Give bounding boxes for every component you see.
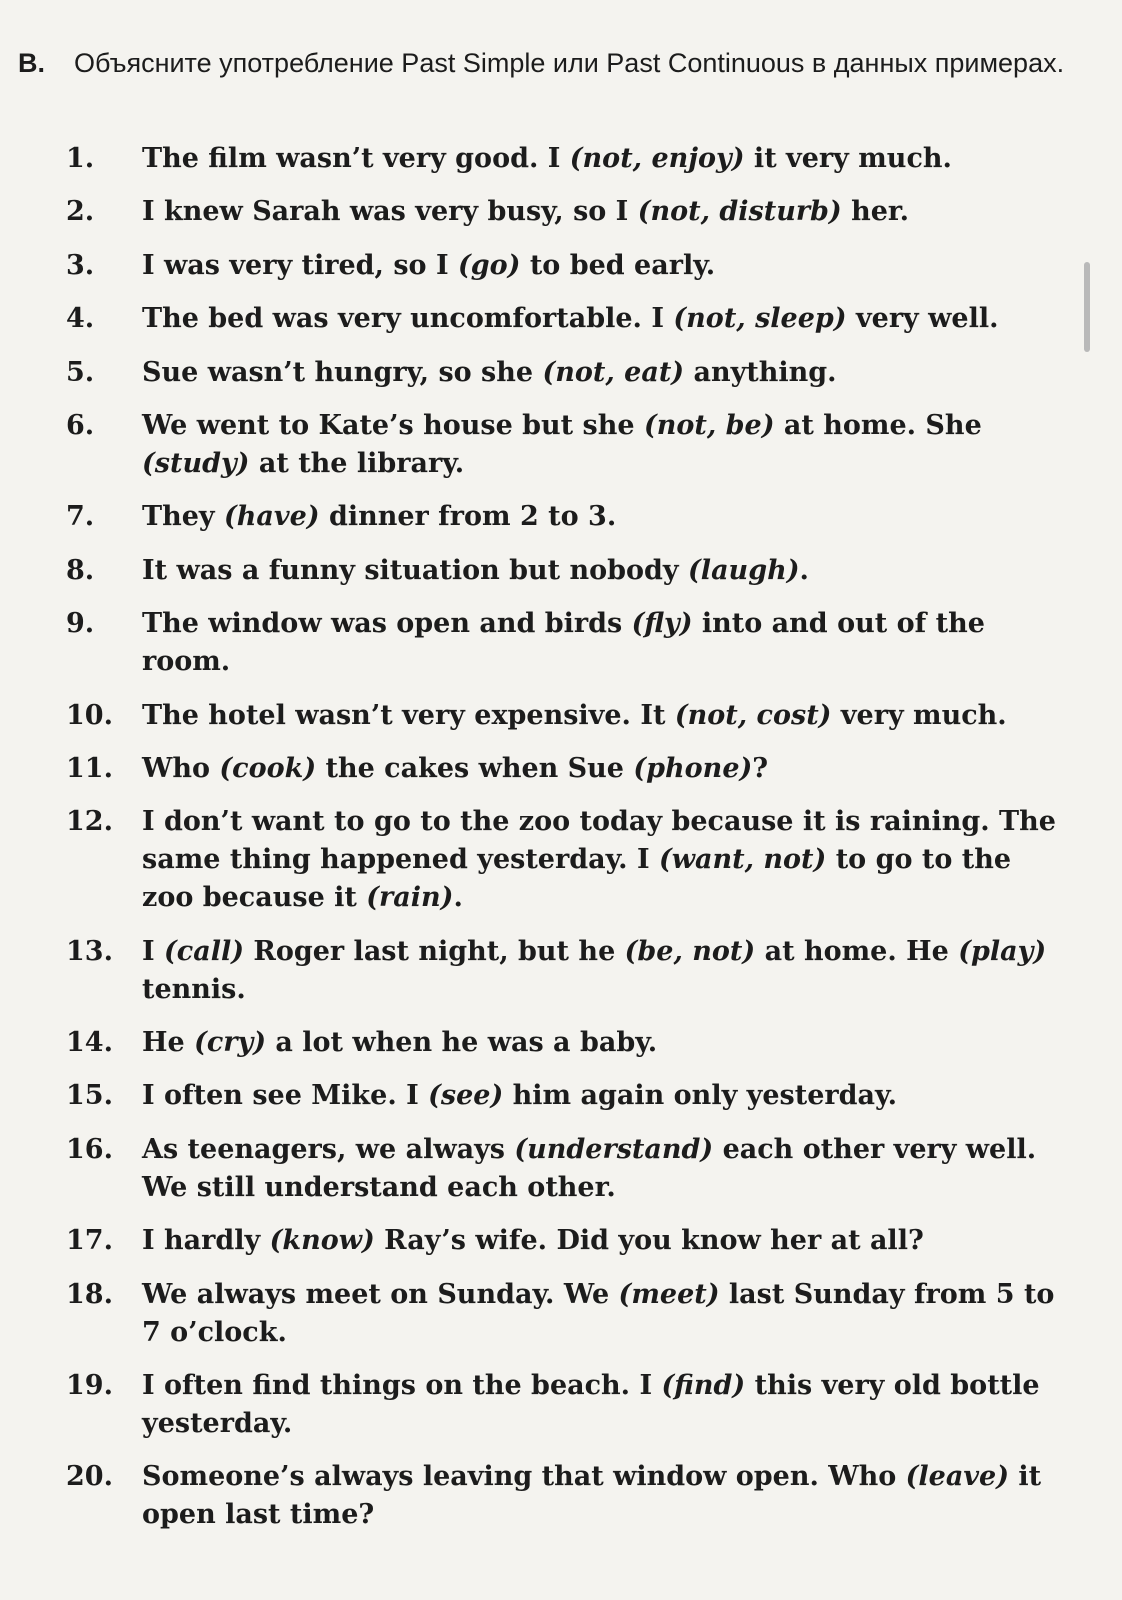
sentence-fragment: ? xyxy=(752,752,769,784)
exercise-sentence xyxy=(142,357,837,388)
verb-prompt: (not, eat) xyxy=(542,356,685,388)
exercise-item xyxy=(66,605,1066,681)
sentence-fragment: Ray’s wife. Did you know her at all? xyxy=(374,1225,924,1257)
sentence-fragment: anything. xyxy=(684,356,837,388)
sentence-fragment: at home. She xyxy=(774,409,982,441)
task-header xyxy=(18,44,1078,82)
exercise-sentence xyxy=(142,1279,1054,1348)
sentence-fragment: each other very well. We still understand each other. xyxy=(142,1133,1037,1203)
exercise-item xyxy=(66,1276,1066,1352)
task-letter: B. xyxy=(18,48,45,78)
verb-prompt: (call) xyxy=(164,935,245,967)
exercise-sentence xyxy=(142,700,1007,731)
exercise-sentence xyxy=(142,196,909,227)
sentence-fragment: to bed early. xyxy=(520,249,716,281)
sentence-fragment: at home. He xyxy=(755,935,959,967)
exercise-item xyxy=(66,1077,1066,1115)
sentence-fragment: it open last time? xyxy=(142,1461,1042,1531)
exercise-number: 9. xyxy=(66,608,95,640)
verb-prompt: (know) xyxy=(269,1225,375,1257)
exercise-item xyxy=(66,1367,1066,1443)
sentence-fragment: The bed was very uncomfortable. I xyxy=(142,303,674,335)
sentence-fragment: The window was open and birds xyxy=(142,608,632,640)
exercise-number: 8. xyxy=(66,554,95,586)
sentence-fragment: I xyxy=(142,935,165,967)
exercise-item xyxy=(66,803,1066,917)
exercise-item xyxy=(66,407,1066,483)
exercise-number: 10. xyxy=(66,699,113,731)
sentence-fragment: him again only yesterday. xyxy=(503,1080,897,1112)
sentence-fragment: into and out of the room. xyxy=(142,608,985,678)
verb-prompt: (find) xyxy=(661,1370,746,1402)
exercise-item xyxy=(66,300,1066,338)
exercise-number: 2. xyxy=(66,196,95,228)
exercise-sentence xyxy=(142,250,715,281)
verb-prompt: (be, not) xyxy=(624,935,756,967)
task-instruction: Объясните употребление Past Simple или Past Continuous в данных примерах. xyxy=(74,48,1065,78)
sentence-fragment: Who xyxy=(142,752,220,784)
verb-prompt: (not, cost) xyxy=(674,699,832,731)
exercise-sentence xyxy=(142,753,768,784)
exercise-number: 13. xyxy=(66,935,113,967)
verb-prompt: (not, enjoy) xyxy=(569,143,745,174)
verb-prompt: (study) xyxy=(142,447,250,479)
sentence-fragment: We went to Kate’s house but she xyxy=(142,409,644,441)
exercise-number: 17. xyxy=(66,1225,113,1257)
sentence-fragment: As teenagers, we always xyxy=(142,1133,515,1165)
exercise-sentence xyxy=(142,1461,1041,1530)
sentence-fragment: last Sunday from 5 to 7 o’clock. xyxy=(142,1278,1055,1348)
scrollbar-thumb[interactable] xyxy=(1084,262,1090,352)
sentence-fragment: I often see Mike. I xyxy=(142,1080,429,1112)
sentence-fragment: this very old bottle yesterday. xyxy=(142,1370,1040,1440)
exercise-sentence xyxy=(142,1370,1040,1439)
exercise-list xyxy=(66,140,1066,1550)
sentence-fragment: He xyxy=(142,1027,195,1059)
exercise-sentence xyxy=(142,555,809,586)
exercise-item xyxy=(66,1222,1066,1260)
exercise-item xyxy=(66,697,1066,735)
sentence-fragment: her. xyxy=(841,196,910,228)
verb-prompt: (cook) xyxy=(219,752,317,784)
exercise-item xyxy=(66,552,1066,590)
sentence-fragment: Roger last night, but he xyxy=(244,935,625,967)
exercise-sentence xyxy=(142,936,1046,1005)
exercise-item xyxy=(66,750,1066,788)
exercise-item xyxy=(66,354,1066,392)
exercise-sentence xyxy=(142,1027,657,1058)
sentence-fragment: I often find things on the beach. I xyxy=(142,1370,662,1402)
sentence-fragment: The film wasn’t very good. I xyxy=(142,143,570,174)
verb-prompt: (have) xyxy=(224,501,320,533)
exercise-item xyxy=(66,193,1066,231)
exercise-number: 15. xyxy=(66,1080,113,1112)
exercise-sentence xyxy=(142,1225,924,1256)
verb-prompt: (play) xyxy=(958,935,1047,967)
sentence-fragment: Someone’s always leaving that window open. Who xyxy=(142,1461,906,1493)
sentence-fragment: dinner from 2 to 3. xyxy=(319,501,617,533)
verb-prompt: (understand) xyxy=(514,1133,714,1165)
sentence-fragment: a lot when he was a baby. xyxy=(266,1027,658,1059)
exercise-sentence xyxy=(142,1134,1036,1203)
exercise-item xyxy=(66,1131,1066,1207)
sentence-fragment: at the library. xyxy=(249,447,465,479)
exercise-number: 12. xyxy=(66,806,113,838)
exercise-item xyxy=(66,247,1066,285)
exercise-sentence xyxy=(142,501,616,532)
exercise-number: 7. xyxy=(66,501,95,533)
sentence-fragment: it very much. xyxy=(744,143,952,174)
exercise-sentence xyxy=(142,410,982,479)
exercise-item xyxy=(66,1024,1066,1062)
exercise-number: 3. xyxy=(66,249,95,281)
exercise-number: 5. xyxy=(66,356,95,388)
verb-prompt: (laugh) xyxy=(688,554,800,586)
exercise-number: 20. xyxy=(66,1461,113,1493)
verb-prompt: (want, not) xyxy=(659,844,827,876)
sentence-fragment: We always meet on Sunday. We xyxy=(142,1278,619,1310)
verb-prompt: (rain) xyxy=(366,882,454,914)
sentence-fragment: . xyxy=(453,882,463,914)
sentence-fragment: The hotel wasn’t very expensive. It xyxy=(142,699,675,731)
sentence-fragment: They xyxy=(142,501,224,533)
exercise-sentence xyxy=(142,303,998,334)
exercise-sentence xyxy=(142,143,952,174)
sentence-fragment: I hardly xyxy=(142,1225,270,1257)
sentence-fragment: the cakes when Sue xyxy=(316,752,634,784)
sentence-fragment: Sue wasn’t hungry, so she xyxy=(142,356,543,388)
verb-prompt: (go) xyxy=(458,249,521,281)
verb-prompt: (not, be) xyxy=(643,409,775,441)
exercise-number: 19. xyxy=(66,1370,113,1402)
exercise-item xyxy=(66,498,1066,536)
sentence-fragment: very much. xyxy=(831,699,1007,731)
sentence-fragment: to go to the zoo because it xyxy=(142,844,1012,914)
verb-prompt: (not, disturb) xyxy=(637,196,842,228)
verb-prompt: (fly) xyxy=(631,608,693,640)
exercise-item xyxy=(66,1458,1066,1534)
sentence-fragment: I knew Sarah was very busy, so I xyxy=(142,196,638,228)
verb-prompt: (phone) xyxy=(633,752,753,784)
exercise-number: 18. xyxy=(66,1278,113,1310)
verb-prompt: (not, sleep) xyxy=(673,303,847,335)
exercise-number: 6. xyxy=(66,409,95,441)
exercise-item xyxy=(66,933,1066,1009)
verb-prompt: (meet) xyxy=(618,1278,720,1310)
exercise-number: 14. xyxy=(66,1027,113,1059)
sentence-fragment: . xyxy=(799,554,809,586)
sentence-fragment: very well. xyxy=(846,303,999,335)
exercise-number: 11. xyxy=(66,752,113,784)
exercise-sentence xyxy=(142,1080,897,1111)
exercise-sentence xyxy=(142,608,985,677)
exercise-number: 4. xyxy=(66,303,95,335)
exercise-sentence xyxy=(142,806,1056,913)
sentence-fragment: I don’t want to go to the zoo today because it is raining. The same thing happened yesterday. I xyxy=(142,806,1056,876)
sentence-fragment: tennis. xyxy=(142,973,246,1005)
verb-prompt: (leave) xyxy=(905,1461,1009,1493)
sentence-fragment: I was very tired, so I xyxy=(142,249,458,281)
exercise-item xyxy=(66,140,1066,178)
sentence-fragment: It was a funny situation but nobody xyxy=(142,554,689,586)
verb-prompt: (see) xyxy=(428,1080,504,1112)
exercise-number: 16. xyxy=(66,1133,113,1165)
verb-prompt: (cry) xyxy=(194,1027,266,1059)
exercise-number: 1. xyxy=(66,143,95,174)
